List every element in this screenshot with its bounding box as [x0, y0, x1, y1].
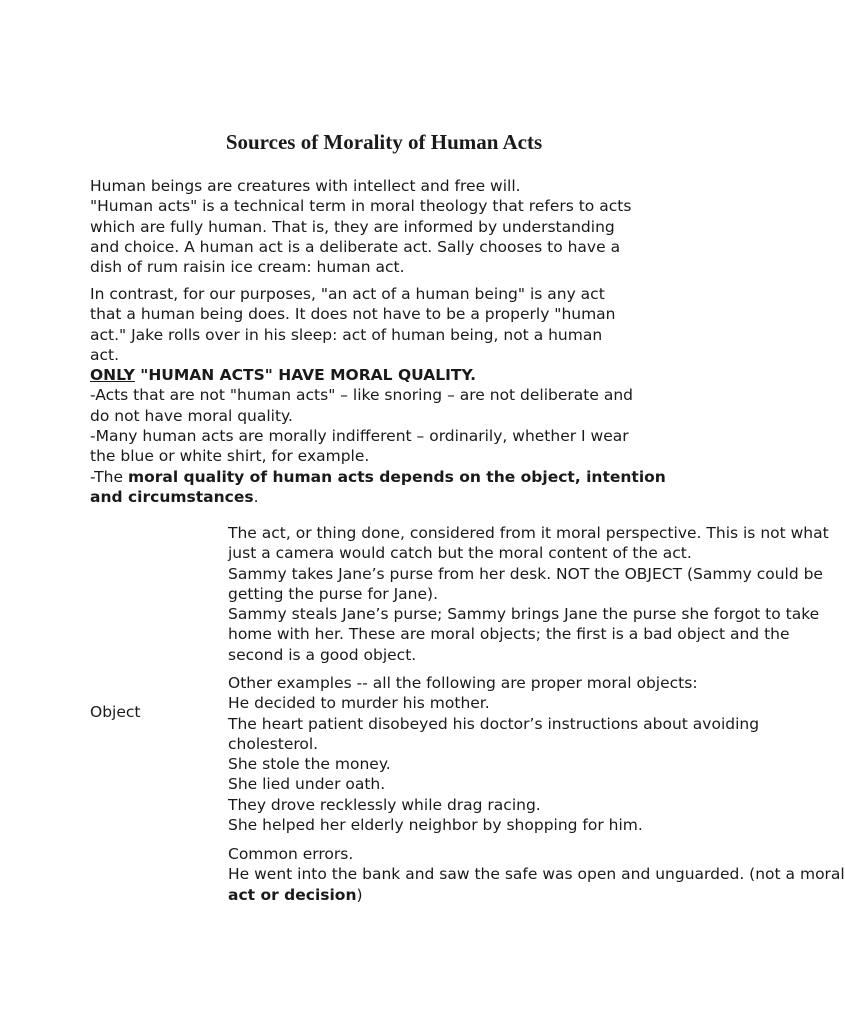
- page-title: Sources of Morality of Human Acts: [225, 130, 543, 154]
- only-word: ONLY: [90, 366, 135, 385]
- example-line: She helped her elderly neighbor by shopping for him.: [228, 816, 643, 835]
- object-desc-line: home with her. These are moral objects; the first is a bad object and the: [228, 625, 790, 644]
- only-heading: [90, 365, 690, 385]
- contrast-paragraph: [90, 284, 690, 507]
- contrast-line: that a human being does. It does not have to be a properly "human: [90, 305, 616, 324]
- intro-line: Human beings are creatures with intellect and free will.: [90, 177, 521, 195]
- contrast-line: In contrast, for our purposes, "an act of a human being" is any act: [90, 285, 605, 303]
- object-desc-line: The act, or thing done, considered from it moral perspective. This is not what: [228, 524, 829, 542]
- example-line: cholesterol.: [228, 734, 319, 753]
- errors-close: ): [356, 885, 363, 904]
- quality-bold-2: and circumstances: [90, 487, 254, 506]
- intro-line: which are fully human. That is, they are informed by understanding: [90, 217, 615, 236]
- errors-line-3: [228, 885, 768, 905]
- bullet-line: -Acts that are not "human acts" – like snoring – are not deliberate and: [90, 386, 633, 405]
- only-rest: "HUMAN ACTS" HAVE MORAL QUALITY.: [134, 366, 476, 385]
- object-desc-line: Sammy takes Jane’s purse from her desk. NOT the OBJECT (Sammy could be: [228, 564, 823, 583]
- contrast-line: act.: [90, 345, 120, 364]
- other-examples: [228, 673, 768, 835]
- errors-line: Common errors.: [228, 845, 354, 863]
- intro-paragraph: [90, 176, 690, 277]
- bullet-line: do not have moral quality.: [90, 406, 293, 425]
- object-desc-line: second is a good object.: [228, 645, 417, 664]
- object-description: [228, 523, 829, 665]
- quality-line-2: [90, 487, 690, 507]
- example-line: They drove recklessly while drag racing.: [228, 795, 541, 814]
- common-errors: [228, 844, 845, 905]
- object-label: Object: [90, 703, 141, 721]
- contrast-line: act." Jake rolls over in his sleep: act of human being, not a human: [90, 325, 603, 344]
- quality-line: [90, 467, 690, 487]
- object-desc-line: getting the purse for Jane).: [228, 584, 439, 603]
- example-line: She stole the money.: [228, 755, 391, 774]
- object-desc-line: just a camera would catch but the moral content of the act.: [228, 544, 692, 563]
- errors-line: He went into the bank and saw the safe was open and unguarded. (not a moral: [228, 865, 845, 884]
- errors-bold: act or decision: [228, 885, 357, 904]
- bullet-line: -Many human acts are morally indifferent – ordinarily, whether I wear: [90, 427, 629, 446]
- quality-prefix: -The: [90, 467, 128, 486]
- example-line: The heart patient disobeyed his doctor’s instructions about avoiding: [228, 714, 760, 733]
- object-desc-line: Sammy steals Jane’s purse; Sammy brings Jane the purse she forgot to take: [228, 605, 820, 624]
- intro-line: dish of rum raisin ice cream: human act.: [90, 258, 405, 277]
- intro-line: and choice. A human act is a deliberate act. Sally chooses to have a: [90, 237, 621, 256]
- intro-line: "Human acts" is a technical term in moral theology that refers to acts: [90, 197, 632, 216]
- bullet-line: the blue or white shirt, for example.: [90, 447, 370, 466]
- quality-bold-1: moral quality of human acts depends on the object, intention: [127, 467, 666, 486]
- example-line: He decided to murder his mother.: [228, 694, 490, 713]
- example-line: She lied under oath.: [228, 775, 386, 794]
- example-line: Other examples -- all the following are proper moral objects:: [228, 674, 698, 692]
- quality-suffix: .: [253, 487, 259, 506]
